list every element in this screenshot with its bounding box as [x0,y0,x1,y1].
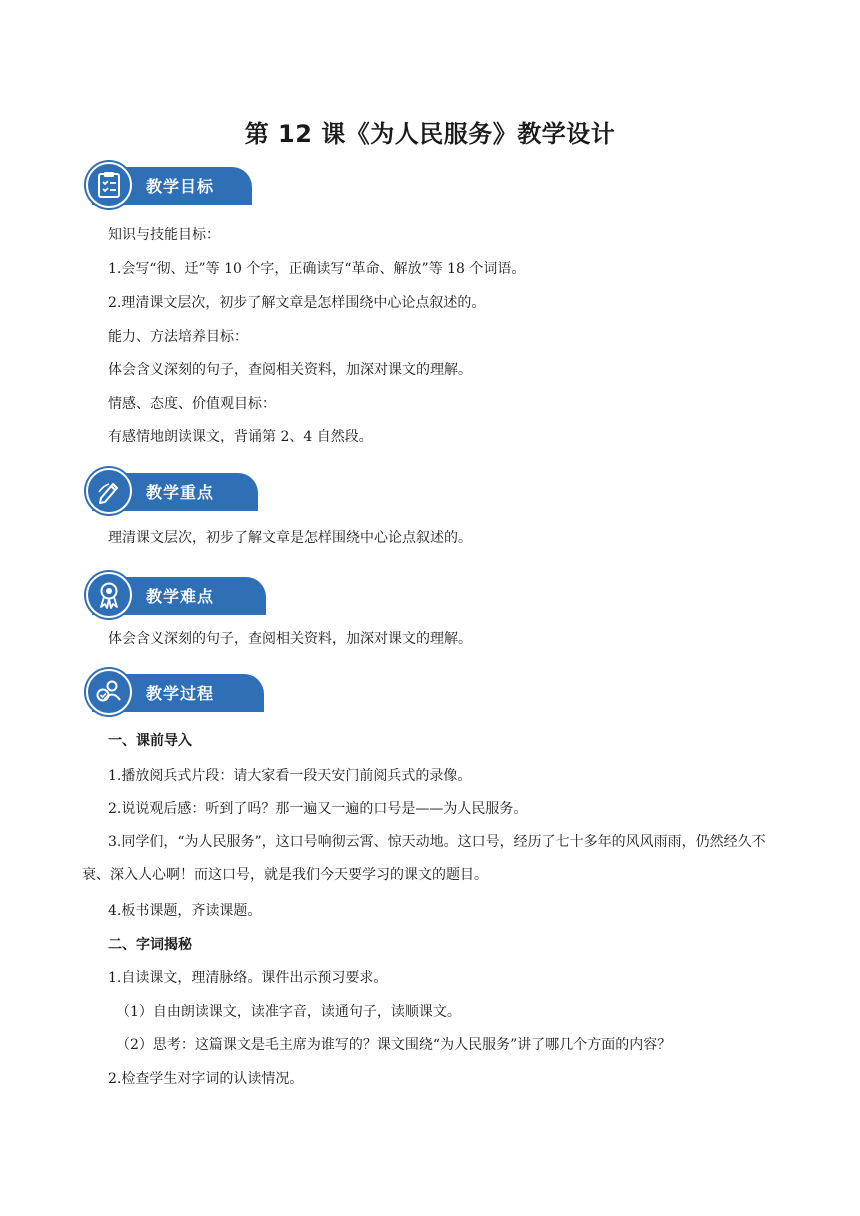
clipboard-checklist-icon [86,162,132,208]
section-label: 教学难点 [146,587,215,606]
process-line: （1）自由朗读课文，读准字音，读通句子，读顺课文。 [116,1004,461,1020]
process-line: （2）思考：这篇课文是毛主席为谁写的？课文围绕“为人民服务”讲了哪几个方面的内容？ [116,1037,672,1053]
goal-line: 能力、方法培养目标： [108,329,248,345]
goal-line: 情感、态度、价值观目标： [108,396,276,412]
key-point-text: 理清课文层次，初步了解文章是怎样围绕中心论点叙述的。 [108,530,472,546]
section-label: 教学重点 [146,483,215,502]
process-line: 1.自读课文，理清脉络。课件出示预习要求。 [108,970,388,986]
process-paragraph: 3.同学们，“为人民服务”，这口号响彻云霄、惊天动地。这口号，经历了七十多年的风风雨雨，仍然经久不衰、深入人心啊！而这口号，就是我们今天要学习的课文的题目。 [82,834,766,883]
people-icon [86,669,132,715]
section-banner-key-points [86,468,266,514]
section-banner-difficulties [86,572,266,618]
difficulty-text: 体会含义深刻的句子，查阅相关资料，加深对课文的理解。 [108,631,472,647]
section-banner-process [86,669,266,715]
process-line: 2.检查学生对字词的认读情况。 [108,1071,304,1087]
page-title: 第 12 课《为人民服务》教学设计 [244,120,616,148]
award-ribbon-icon [86,572,132,618]
goal-line: 2.理清课文层次，初步了解文章是怎样围绕中心论点叙述的。 [108,295,486,311]
goal-line: 有感情地朗读课文，背诵第 2、4 自然段。 [108,429,373,445]
goal-line: 体会含义深刻的句子，查阅相关资料，加深对课文的理解。 [108,362,472,378]
process-line: 4.板书课题，齐读课题。 [108,903,262,919]
process-heading-words: 二、字词揭秘 [108,937,192,953]
process-line: 1.播放阅兵式片段：请大家看一段天安门前阅兵式的录像。 [108,768,472,784]
goal-line: 1.会写“彻、迁”等 10 个字，正确读写“革命、解放”等 18 个词语。 [108,261,526,277]
section-label: 教学过程 [146,684,215,703]
pencil-icon [86,468,132,514]
section-label: 教学目标 [146,177,215,196]
section-banner-goals [86,162,266,208]
process-line: 2.说说观后感：听到了吗？那一遍又一遍的口号是——为人民服务。 [108,801,528,817]
goal-line: 知识与技能目标： [108,227,220,243]
process-heading-intro: 一、课前导入 [108,733,192,749]
